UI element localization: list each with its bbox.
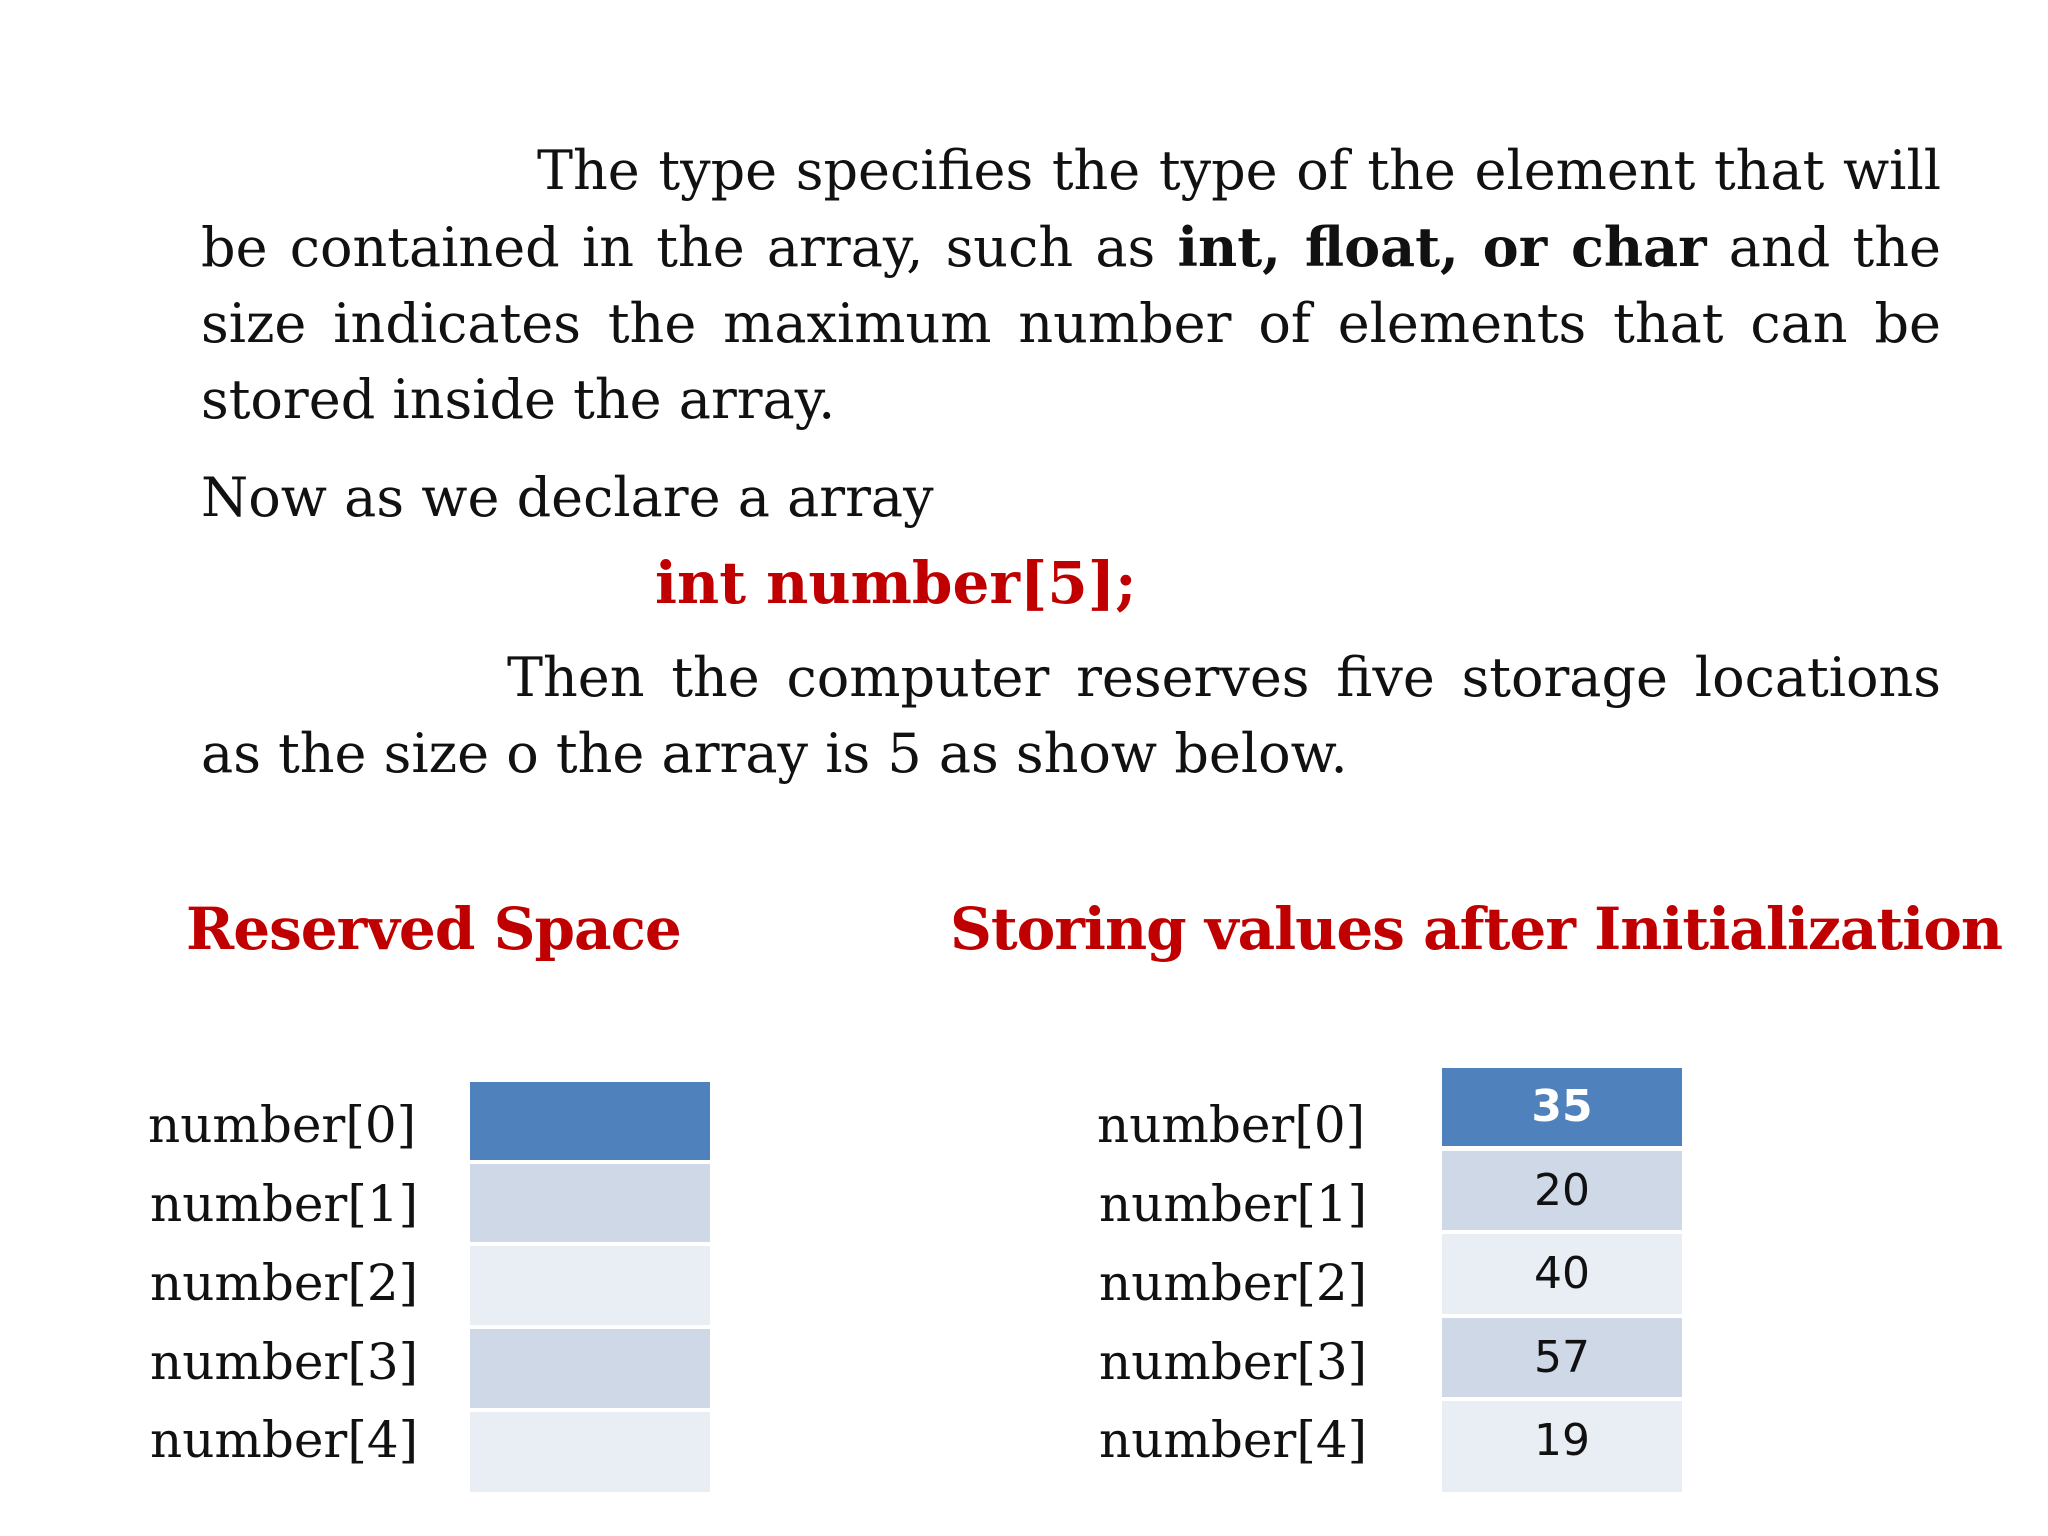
reserve-paragraph: Then the computer reserves five storage locations as the size o the array is 5 as show below. — [201, 646, 1941, 785]
intro-text-end: and the size indicates the maximum number of elements that can be stored inside the array. — [201, 216, 1941, 431]
left-cell-4 — [470, 1412, 710, 1492]
left-label-1: number[1] — [150, 1175, 419, 1233]
right-label-2: number[2] — [1099, 1254, 1368, 1312]
right-label-3: number[3] — [1099, 1333, 1368, 1391]
code-declaration: int number[5]; — [655, 549, 1137, 617]
right-cell-2: 40 — [1442, 1234, 1682, 1314]
intro-paragraph — [201, 133, 1941, 438]
right-cell-1: 20 — [1442, 1151, 1682, 1230]
right-cell-0: 35 — [1442, 1068, 1682, 1146]
right-label-0: number[0] — [1097, 1096, 1366, 1154]
reserved-space-heading: Reserved Space — [186, 895, 681, 963]
intro-text-start: The type specifies the type of the element that will be contained in the array, such as — [201, 139, 1941, 279]
right-label-4: number[4] — [1099, 1411, 1368, 1469]
initialized-values-heading: Storing values after Initialization — [950, 895, 2003, 963]
left-cell-3 — [470, 1329, 710, 1408]
right-cell-3: 57 — [1442, 1318, 1682, 1397]
right-cell-4: 19 — [1442, 1401, 1682, 1492]
left-cell-0 — [470, 1082, 710, 1160]
left-label-3: number[3] — [150, 1333, 419, 1391]
left-cell-2 — [470, 1246, 710, 1325]
intro-types-bold: int, float, or char — [1177, 215, 1707, 279]
left-cell-1 — [470, 1164, 710, 1242]
left-label-0: number[0] — [148, 1096, 417, 1154]
declare-paragraph: Now as we declare a array — [201, 466, 934, 529]
right-label-1: number[1] — [1099, 1175, 1368, 1233]
left-label-4: number[4] — [150, 1411, 419, 1469]
left-label-2: number[2] — [150, 1254, 419, 1312]
